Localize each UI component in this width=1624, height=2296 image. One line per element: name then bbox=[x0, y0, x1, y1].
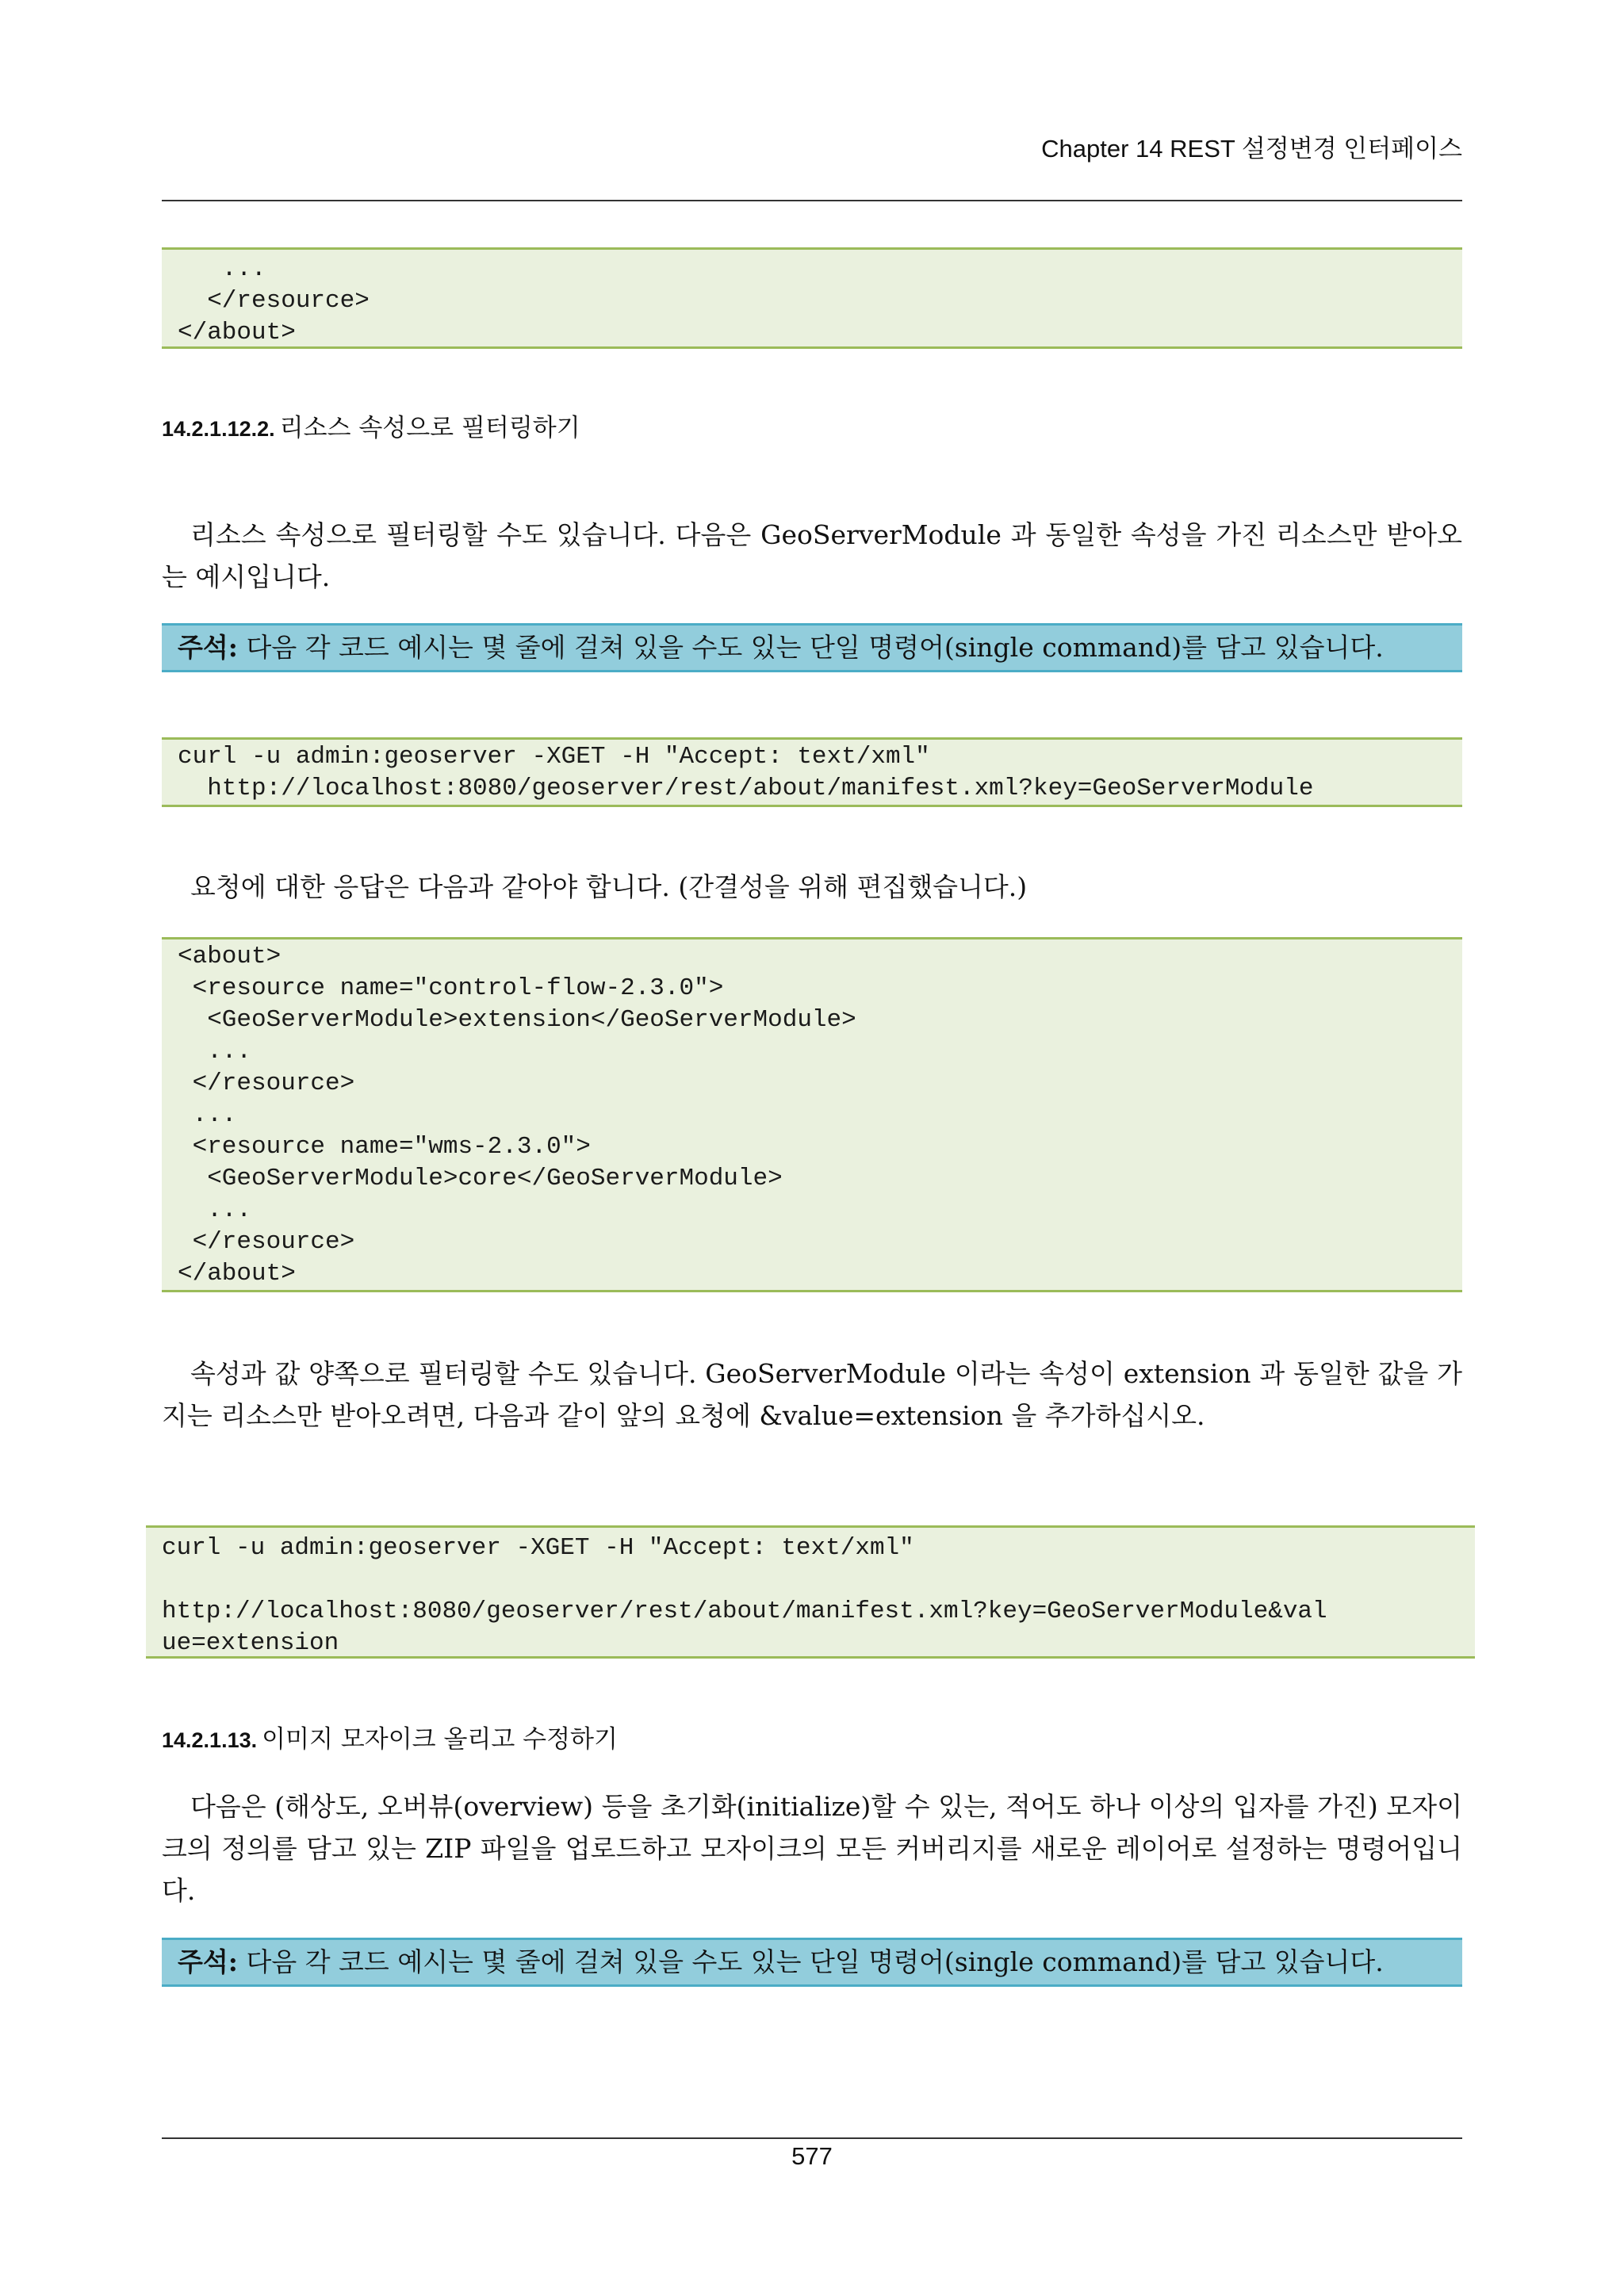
section-number: 14.2.1.12.2. bbox=[162, 417, 275, 441]
code-block-xml-response bbox=[162, 937, 1462, 1292]
footer-rule bbox=[162, 2137, 1462, 2139]
section-title: 이미지 모자이크 올리고 수정하기 bbox=[262, 1725, 618, 1754]
body-paragraph: 다음은 (해상도, 오버뷰(overview) 등을 초기화(initialize)할 수 있는, 적어도 하나 이상의 입자를 가진) 모자이크의 정의를 담고 있는 ZIP 파일을 업로드하고 모자이크의 모든 커버리지를 새로운 레이어로 설정하는 명령어입니다. bbox=[162, 1791, 1462, 1906]
code-line: <resource name="wms-2.3.0"> bbox=[178, 1133, 591, 1161]
code-line: </about> bbox=[178, 319, 296, 346]
code-line: ... bbox=[178, 255, 266, 283]
running-head: Chapter 14 REST 설정변경 인터페이스 bbox=[1041, 135, 1462, 163]
code-line: </resource> bbox=[178, 287, 370, 315]
note-box bbox=[162, 1938, 1462, 1987]
code-line: ... bbox=[178, 1038, 252, 1066]
code-block-curl-key-value bbox=[146, 1525, 1475, 1659]
code-block-curl-key bbox=[162, 737, 1462, 807]
section-heading bbox=[162, 1722, 618, 1758]
header-rule bbox=[162, 200, 1462, 201]
body-paragraph: 리소스 속성으로 필터링할 수도 있습니다. 다음은 GeoServerModule 과 동일한 속성을 가진 리소스만 받아오는 예시입니다. bbox=[162, 519, 1462, 592]
code-block-xml-tail bbox=[162, 247, 1462, 349]
note-label: 주석: bbox=[178, 1946, 238, 1977]
section-title: 리소스 속성으로 필터링하기 bbox=[279, 414, 580, 442]
section-number: 14.2.1.13. bbox=[162, 1728, 258, 1752]
note-text: 다음 각 코드 예시는 몇 줄에 걸쳐 있을 수도 있는 단일 명령어(single command)를 담고 있습니다. bbox=[237, 1946, 1384, 1977]
note-label: 주석: bbox=[178, 632, 238, 663]
code-line: <resource name="control-flow-2.3.0"> bbox=[178, 974, 724, 1002]
code-line: </about> bbox=[178, 1260, 296, 1288]
code-line: <about> bbox=[178, 943, 282, 970]
code-line: curl -u admin:geoserver -XGET -H "Accept: text/xml" bbox=[162, 1534, 914, 1562]
body-paragraph: 요청에 대한 응답은 다음과 같아야 합니다. (간결성을 위해 편집했습니다.) bbox=[190, 871, 1028, 902]
code-line: <GeoServerModule>core</GeoServerModule> bbox=[178, 1165, 783, 1192]
code-line: ... bbox=[178, 1196, 252, 1224]
code-line: curl -u admin:geoserver -XGET -H "Accept: text/xml" bbox=[178, 743, 930, 771]
section-heading bbox=[162, 411, 580, 446]
code-line: ue=extension bbox=[162, 1629, 339, 1657]
code-line: ... bbox=[178, 1101, 237, 1129]
note-text: 다음 각 코드 예시는 몇 줄에 걸쳐 있을 수도 있는 단일 명령어(single command)를 담고 있습니다. bbox=[237, 632, 1384, 663]
code-line: http://localhost:8080/geoserver/rest/about/manifest.xml?key=GeoServerModule&val bbox=[162, 1598, 1327, 1625]
body-paragraph: 속성과 값 양쪽으로 필터링할 수도 있습니다. GeoServerModule 이라는 속성이 extension 과 동일한 값을 가지는 리소스만 받아오려면, 다음과 같이 앞의 요청에 &value=extension 을 추가하십시오. bbox=[162, 1358, 1462, 1431]
code-line: <GeoServerModule>extension</GeoServerModule> bbox=[178, 1006, 856, 1034]
page-number: 577 bbox=[791, 2142, 833, 2170]
code-line bbox=[162, 1564, 1475, 1596]
code-line: http://localhost:8080/geoserver/rest/about/manifest.xml?key=GeoServerModule bbox=[178, 775, 1314, 802]
note-box bbox=[162, 623, 1462, 672]
code-line: </resource> bbox=[178, 1228, 355, 1256]
code-line: </resource> bbox=[178, 1070, 355, 1097]
